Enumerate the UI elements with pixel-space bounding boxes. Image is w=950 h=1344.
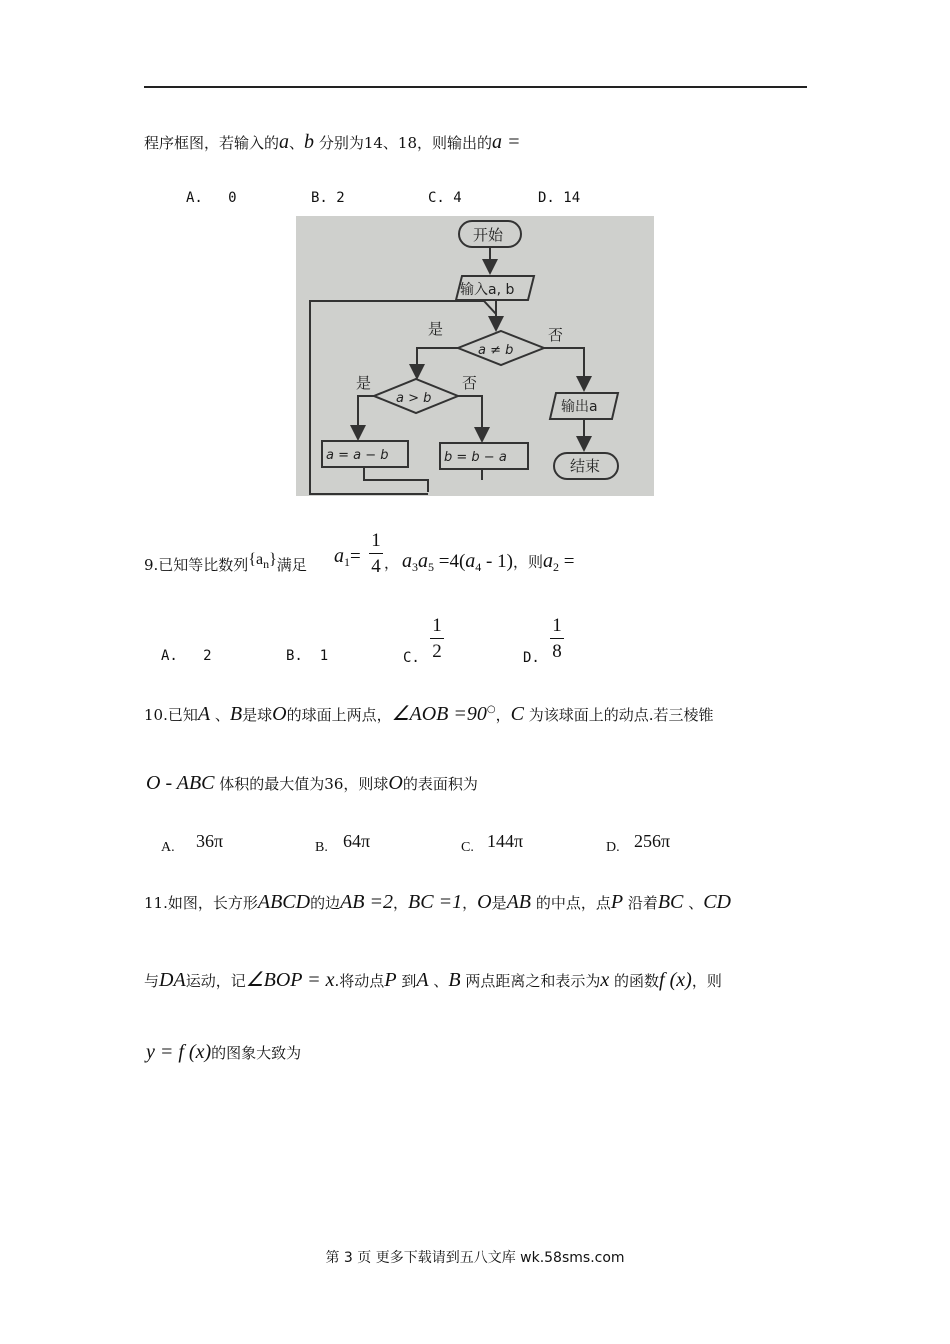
start-label: 开始 — [473, 226, 504, 244]
q10-stem-line1: 10.已知A 、B是球O的球面上两点，∠AOB =90○，C 为该球面上的动点.若三棱锥 — [144, 703, 714, 725]
q10-option-a[interactable]: A. — [161, 840, 175, 855]
flowchart-diagram — [296, 216, 654, 496]
q10-option-b[interactable]: B. — [315, 840, 328, 855]
cond2-label: a > b — [396, 391, 432, 406]
q9-option-a[interactable]: A. 2 — [161, 648, 212, 664]
q10-option-c[interactable]: C. — [461, 840, 474, 855]
q9-fraction: 1 4 — [369, 531, 383, 576]
end-label: 结束 — [570, 457, 601, 475]
yes1-label: 是 — [428, 320, 444, 338]
q10-option-d[interactable]: D. — [606, 840, 620, 855]
q9-a1: $a_1=$ — [334, 545, 361, 569]
output-label: 输出a — [561, 399, 598, 415]
q9-equation: $a_3a_5 =4(a_4 - 1)$，则$a_2$ = — [402, 550, 575, 574]
q8-stem: 程序框图，若输入的a、b 分别为14、18，则输出的a = — [144, 131, 521, 153]
q9-comma: ， — [384, 554, 400, 572]
q10-option-d-value: 256π — [634, 831, 671, 851]
q10-stem-line2: O - ABC 体积的最大值为36，则球O的表面积为 — [146, 772, 478, 794]
q8-option-d[interactable]: D. 14 — [538, 190, 581, 206]
q9-option-c[interactable]: C. — [403, 650, 420, 666]
q11-stem-line1: 11.如图，长方形ABCD的边AB =2，BC =1，O是AB 的中点，点P 沿着BC 、CD — [144, 891, 731, 913]
yes2-label: 是 — [356, 374, 372, 392]
q10-option-b-value: 64π — [343, 831, 371, 851]
q11-stem-line2: 与DA运动，记∠BOP = x.将动点P 到A 、B 两点距离之和表示为x 的函数f (x)，则 — [144, 969, 722, 991]
q10-option-a-value: 36π — [196, 831, 224, 851]
cond1-label: a ≠ b — [478, 343, 514, 358]
q9-option-b[interactable]: B. 1 — [286, 648, 329, 664]
header-rule — [144, 86, 807, 88]
q9-option-d-fraction: 1 8 — [550, 616, 564, 661]
q8-option-c[interactable]: C. 4 — [428, 190, 462, 206]
q9-option-c-fraction: 1 2 — [430, 616, 444, 661]
q9-stem: 9.已知等比数列$\{a_n\}$满足 — [144, 551, 307, 574]
q10-option-c-value: 144π — [487, 831, 524, 851]
no1-label: 否 — [548, 326, 564, 344]
no2-label: 否 — [462, 374, 478, 392]
flowchart — [296, 216, 654, 496]
q8-option-b[interactable]: B. 2 — [311, 190, 345, 206]
q11-stem-line3: y = f (x)的图象大致为 — [146, 1041, 302, 1063]
page-footer: 第 3 页 更多下载请到五八文库 wk.58sms.com — [325, 1250, 625, 1266]
assign-a-label: a = a − b — [326, 448, 389, 463]
q8-option-a[interactable]: A. 0 — [186, 190, 237, 206]
assign-b-label: b = b − a — [444, 450, 507, 465]
q9-option-d[interactable]: D. — [523, 650, 540, 666]
input-label: 输入a, b — [460, 282, 515, 298]
